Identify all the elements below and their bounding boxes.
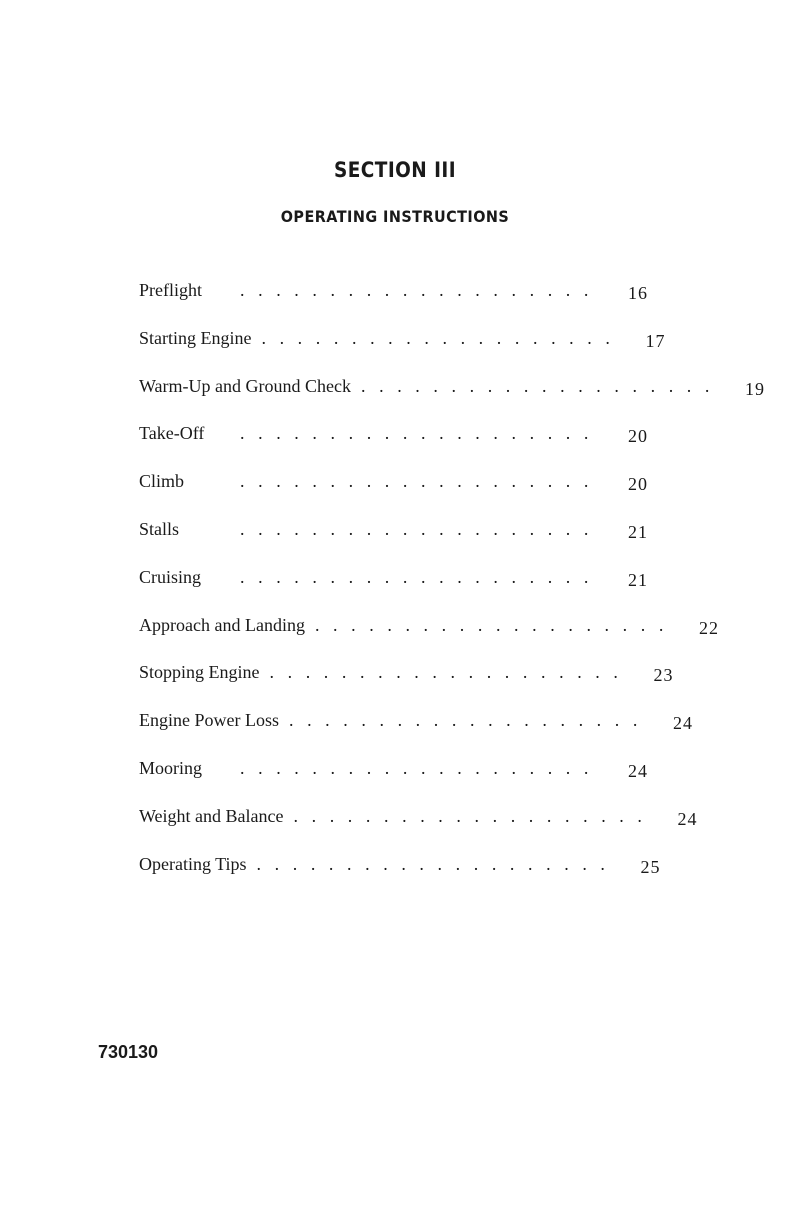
toc-entry-label: Preflight (139, 280, 202, 300)
toc-entry-page: 24 (677, 808, 698, 829)
toc-entry-page: 16 (628, 283, 648, 303)
dot-leader: .................... (240, 471, 602, 492)
toc-entry-page: 19 (745, 378, 765, 399)
toc-entry-cruising (139, 567, 648, 615)
toc-entry-page: 24 (672, 713, 693, 734)
dot-leader: .................... (269, 662, 632, 683)
dot-leader: .................... (361, 375, 723, 396)
dot-leader: .................... (293, 805, 656, 826)
dot-leader: .................... (240, 757, 602, 778)
dot-leader: .................... (240, 518, 602, 539)
toc-entry-stopping-engine (139, 662, 674, 710)
toc-entry-page: 21 (628, 569, 648, 590)
toc-entry-label: Operating Tips (139, 853, 247, 874)
toc-entry-label: Starting Engine (139, 327, 252, 348)
toc-entry-warm-up (139, 375, 765, 424)
toc-entry-approach-landing (139, 614, 719, 663)
toc-entry-label: Cruising (139, 566, 202, 587)
toc-entry-label: Warm-Up and Ground Check (139, 375, 351, 396)
toc-entry-page: 25 (640, 856, 661, 877)
toc-entry-preflight (139, 280, 648, 328)
toc-entry-page: 21 (628, 521, 648, 542)
toc-entry-page: 23 (653, 665, 674, 686)
dot-leader: .................... (240, 423, 602, 444)
toc-entry-page: 17 (645, 330, 666, 351)
toc-entry-mooring (139, 758, 648, 806)
toc-entry-stalls (139, 519, 648, 567)
dot-leader: .................... (256, 853, 619, 874)
toc-entry-engine-power-loss (139, 710, 693, 758)
toc-entry-label: Approach and Landing (139, 614, 305, 635)
toc-entry-label: Stopping Engine (139, 662, 260, 683)
toc-entry-label: Engine Power Loss (139, 710, 279, 731)
dot-leader: .................... (261, 327, 624, 348)
toc-entry-label: Mooring (139, 757, 202, 778)
toc-entry-page: 20 (628, 474, 648, 495)
toc-entry-take-off (139, 423, 648, 471)
toc-entry-operating-tips (139, 853, 661, 902)
toc-entry-starting-engine (139, 327, 666, 376)
dot-leader: .................... (314, 614, 677, 635)
toc-entry-label: Weight and Balance (139, 805, 284, 826)
toc-entry-page: 20 (628, 426, 648, 447)
table-of-contents (139, 280, 765, 901)
dot-leader: .................... (240, 566, 602, 587)
toc-entry-label: Stalls (139, 518, 180, 539)
toc-entry-label: Climb (139, 471, 185, 492)
toc-entry-climb (139, 471, 648, 519)
toc-entry-label: Take-Off (139, 423, 205, 444)
section-subtitle: OPERATING INSTRUCTIONS (280, 207, 510, 226)
dot-leader: .................... (240, 280, 602, 300)
dot-leader: .................... (288, 710, 651, 731)
document-number: 730130 (98, 1042, 159, 1062)
toc-entry-page: 22 (698, 617, 719, 638)
section-title: SECTION III (333, 158, 457, 182)
toc-entry-page: 24 (628, 760, 648, 781)
toc-entry-weight-balance (139, 805, 698, 854)
